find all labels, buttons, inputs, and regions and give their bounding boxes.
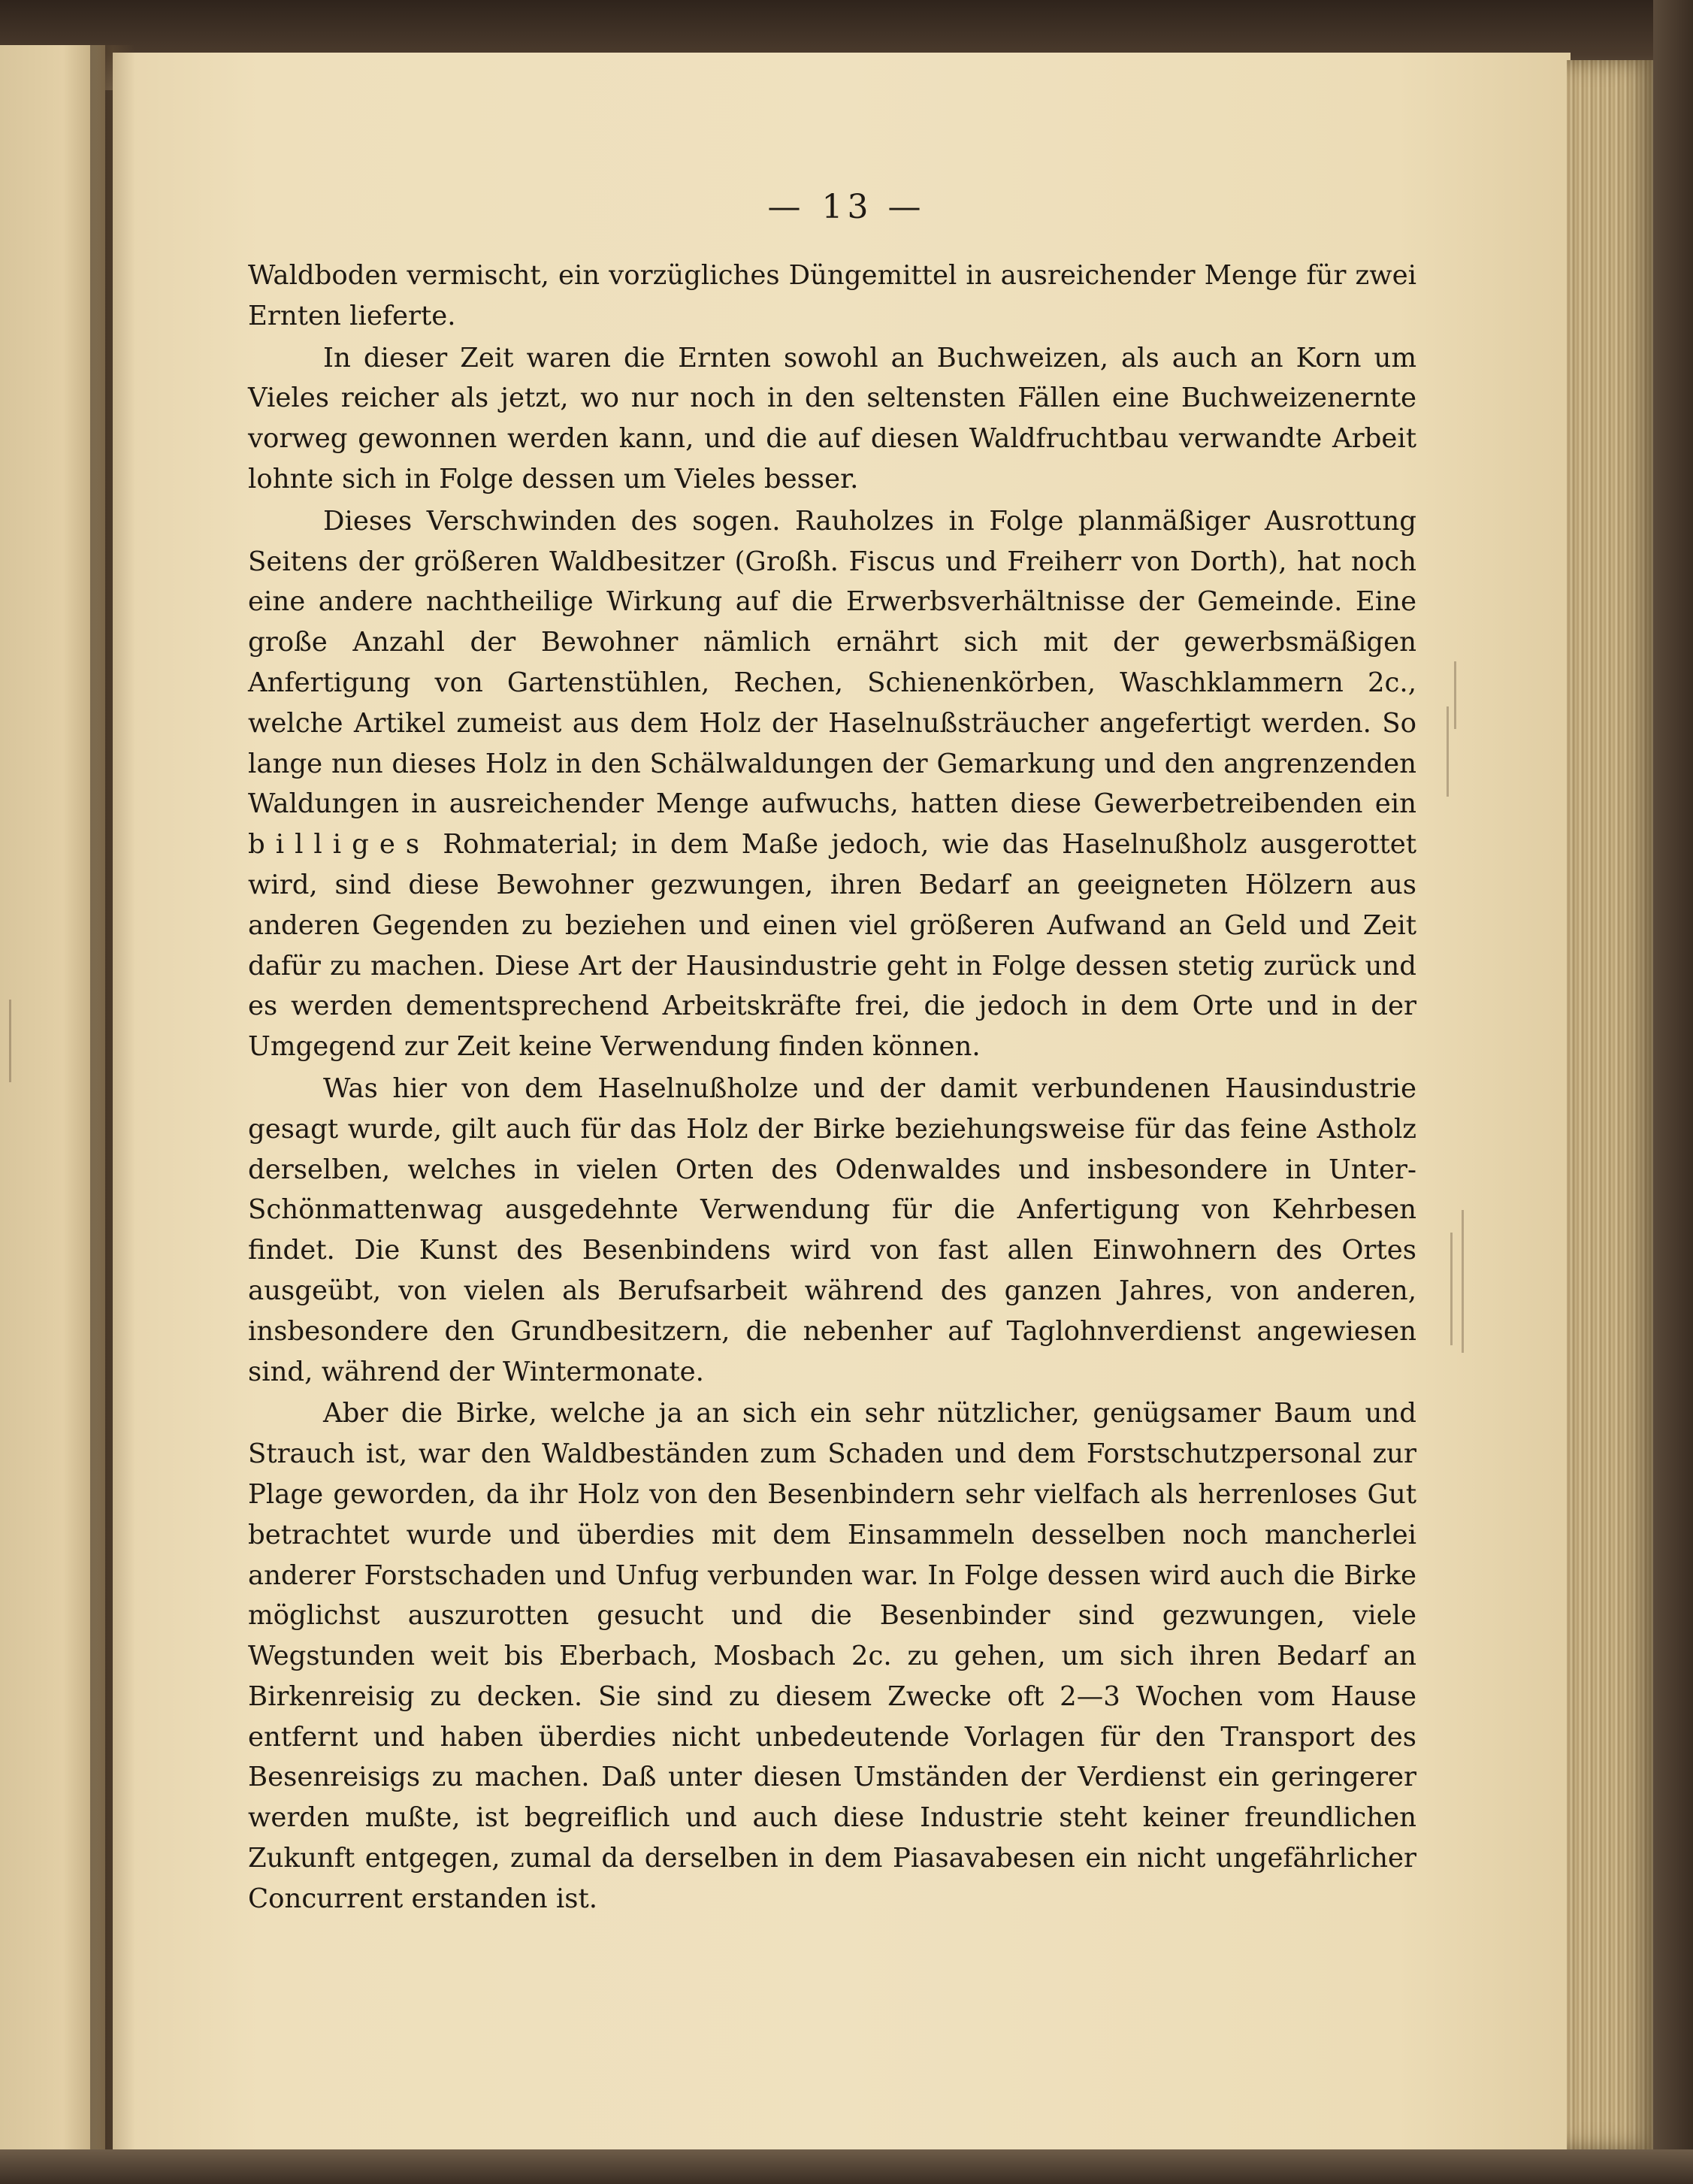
bleed-through-mark — [1447, 706, 1449, 797]
paragraph: Waldboden vermischt, ein vorzügliches Düngemittel in ausreichender Menge für zwei Ernten lieferte. — [248, 260, 1416, 331]
body-text — [248, 256, 1416, 1921]
page-number-dash-right: — — [887, 188, 926, 226]
binding-gutter-shadow — [90, 45, 135, 2184]
book-cover-right — [1653, 0, 1693, 2184]
page-number-dash-left: — — [767, 188, 806, 226]
bleed-through-mark — [1462, 1210, 1464, 1353]
facing-page-edge — [0, 45, 105, 2184]
paragraph: Aber die Birke, welche ja an sich ein sehr nützlicher, genügsamer Baum und Strauch ist, war den Waldbeständen zum Schaden und dem Forstschutzpersonal zur Plage geworden, da ihr Holz von den Besenbindern sehr vielfach als herrenloses Gut betrachtet wurde und überdies mit dem Einsammeln desselben noch mancherlei anderer Forstschaden und Unfug verbunden war. In Folge dessen wird auch die Birke möglichst auszurotten gesucht und die Besenbinder sind gezwungen, viele Wegstunden weit bis Eberbach, Mosbach 2c. zu gehen, um sich ihren Bedarf an Birkenreisig zu decken. Sie sind zu diesem Zwecke oft 2—3 Wochen vom Hause entfernt und haben überdies nicht unbedeutende Vorlagen für den Transport des Besenreisigs zu machen. Daß unter diesen Umständen der Verdienst ein geringerer werden mußte, ist begreiflich und auch diese Industrie steht keiner freundlichen Zukunft entgegen, zumal da derselben in dem Piasavabesen ein nicht ungefährlicher Concurrent erstanden ist. — [248, 1398, 1416, 1914]
bleed-through-mark — [9, 1000, 11, 1082]
bleed-through-mark — [1450, 1233, 1453, 1345]
paragraph: Was hier von dem Haselnußholze und der damit verbundenen Hausindustrie gesagt wurde, gilt auch für das Holz der Birke beziehungsweise für das feine Astholz derselben, welches in vielen Orten des Odenwaldes und insbesondere in Unter-Schönmattenwag ausgedehnte Verwendung für die Anfertigung von Kehrbesen findet. Die Kunst des Besenbindens wird von fast allen Einwohnern des Ortes ausgeübt, von vielen als Berufsarbeit während des ganzen Jahres, von anderen, insbesondere den Grundbesitzern, die nebenher auf Taglohnverdienst angewiesen sind, während der Wintermonate. — [248, 1072, 1416, 1387]
paragraph — [248, 501, 1416, 1067]
stacked-page-edges — [1567, 60, 1657, 2149]
page-number: 13 — [821, 188, 873, 226]
paragraph-text: Dieses Verschwinden des sogen. Rauholzes in Folge planmäßiger Ausrottung Seitens der größeren Waldbesitzer (Großh. Fiscus und Freiherr von Dorth), hat noch eine andere nachtheilige Wirkung auf die Erwerbsverhältnisse der Gemeinde. Eine große Anzahl der Bewohner nämlich ernährt sich mit der gewerbsmäßigen Anfertigung von Gartenstühlen, Rechen, Schienenkörben, Waschklammern 2c., welche Artikel zumeist aus dem Holz der Haselnußsträucher angefertigt werden. So lange nun dieses Holz in den Schälwaldungen der Gemarkung und den angrenzenden Waldungen in ausreichender Menge aufwuchs, hatten diese Gewerbetreibenden ein — [248, 505, 1416, 820]
page-header — [0, 188, 1693, 226]
emphasized-word: billiges — [248, 829, 431, 861]
paragraph-text: Rohmaterial; in dem Maße jedoch, wie das Haselnußholz ausgerottet wird, sind diese Bewohner gezwungen, ihren Bedarf an geeigneten Hölzern aus anderen Gegenden zu beziehen und einen viel größeren Aufwand an Geld und Zeit dafür zu machen. Diese Art der Hausindustrie geht in Folge dessen stetig zurück und es werden dementsprechend Arbeitskräfte frei, die jedoch in dem Orte und in der Umgegend zur Zeit keine Verwendung finden können. — [248, 829, 1416, 1063]
bleed-through-mark — [1454, 661, 1456, 729]
book-cover-bottom — [0, 2149, 1693, 2184]
paragraph: In dieser Zeit waren die Ernten sowohl an Buchweizen, als auch an Korn um Vieles reicher als jetzt, wo nur noch in den seltensten Fällen eine Buchweizenernte vorweg gewonnen werden kann, und die auf diesen Waldfruchtbau verwandte Arbeit lohnte sich in Folge dessen um Vieles besser. — [248, 342, 1416, 495]
